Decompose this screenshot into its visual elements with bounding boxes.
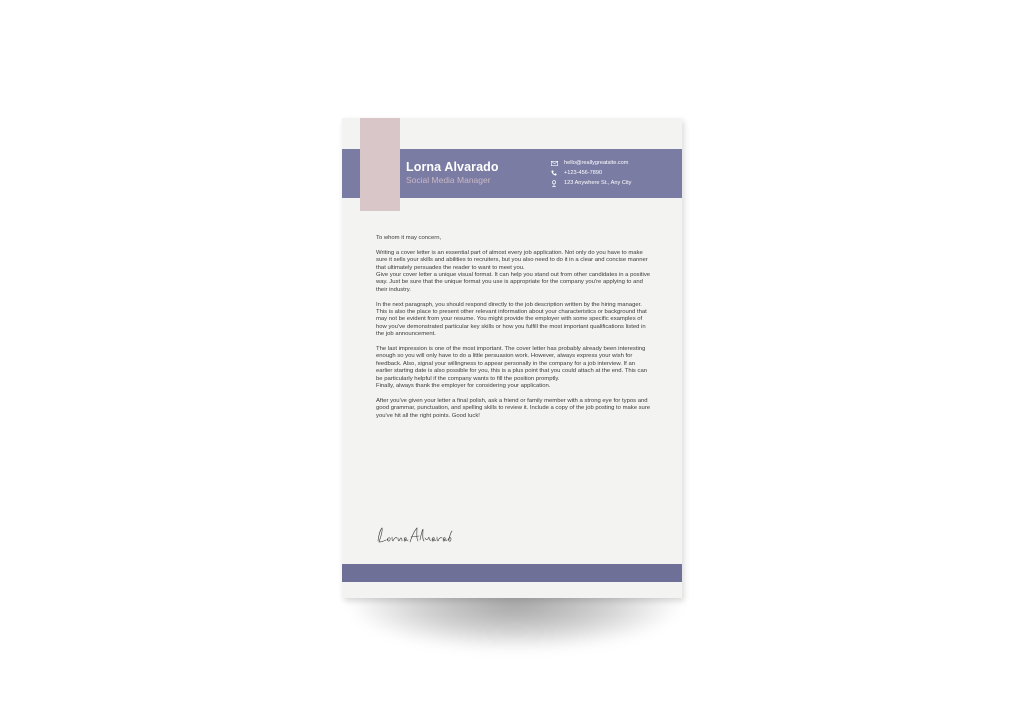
letter-paragraph-3: The last impression is one of the most important. The cover letter has probably already been interesting enough so you will only have to do a little persuasion work. However, always express your wish for feedback. Also, signal your willingness to appear personally in the company for a job interview. If an earlier starting date is also possible for you, this is a plus point that you could attach at the end. This can be particularly helpful if the company wants to fill the position promptly. Finally, always thank the employer for considering your application. bbox=[376, 346, 648, 390]
letter-page bbox=[342, 118, 682, 598]
contact-address: 123 Anywhere St., Any City bbox=[564, 180, 632, 186]
applicant-name: Lorna Alvarado bbox=[406, 160, 499, 174]
phone-icon bbox=[550, 169, 558, 177]
letter-greeting: To whom it may concern, bbox=[376, 235, 442, 241]
contact-address-row bbox=[550, 178, 678, 188]
footer-band bbox=[342, 564, 682, 582]
contact-email: hello@reallygreatsite.com bbox=[564, 160, 629, 166]
contact-info bbox=[550, 158, 678, 188]
letter-paragraph-4: After you've given your letter a final polish, ask a friend or family member with a strong eye for typos and good grammar, punctuation, and spelling skills to review it. Include a copy of the job posting to make sure you've hit all the right points. Good luck! bbox=[376, 397, 651, 419]
signature bbox=[374, 523, 454, 552]
letter-body bbox=[376, 235, 652, 427]
letter-paragraph-2: In the next paragraph, you should respond directly to the job description written by the hiring manager. This is also the place to present other relevant information about your characteristics or background that may not be evident from your resume. You might provide the employer with some specific examples of how you've demonstrated particular key skills or how you fulfill the most important qualifications listed in the job announcement. bbox=[376, 301, 647, 338]
contact-email-row bbox=[550, 158, 678, 168]
contact-phone: +123-456-7890 bbox=[564, 170, 603, 176]
location-icon bbox=[550, 179, 558, 187]
contact-phone-row bbox=[550, 168, 678, 178]
letter-paragraph-1: Writing a cover letter is an essential part of almost every job application. Not only do you have to make sure it sells your skills and abilities to recruiters, but you also need to do it in a clear and concise manner that ultimately persuades the reader to want to meet you. Give your cover letter a unique visual format. It can help you stand out from other candidates in a positive way. Just be sure that the unique format you use is appropriate for the company you're applying to and their industry. bbox=[376, 249, 651, 293]
applicant-role: Social Media Manager bbox=[406, 175, 491, 185]
mail-icon bbox=[550, 159, 558, 167]
accent-block bbox=[360, 118, 400, 211]
